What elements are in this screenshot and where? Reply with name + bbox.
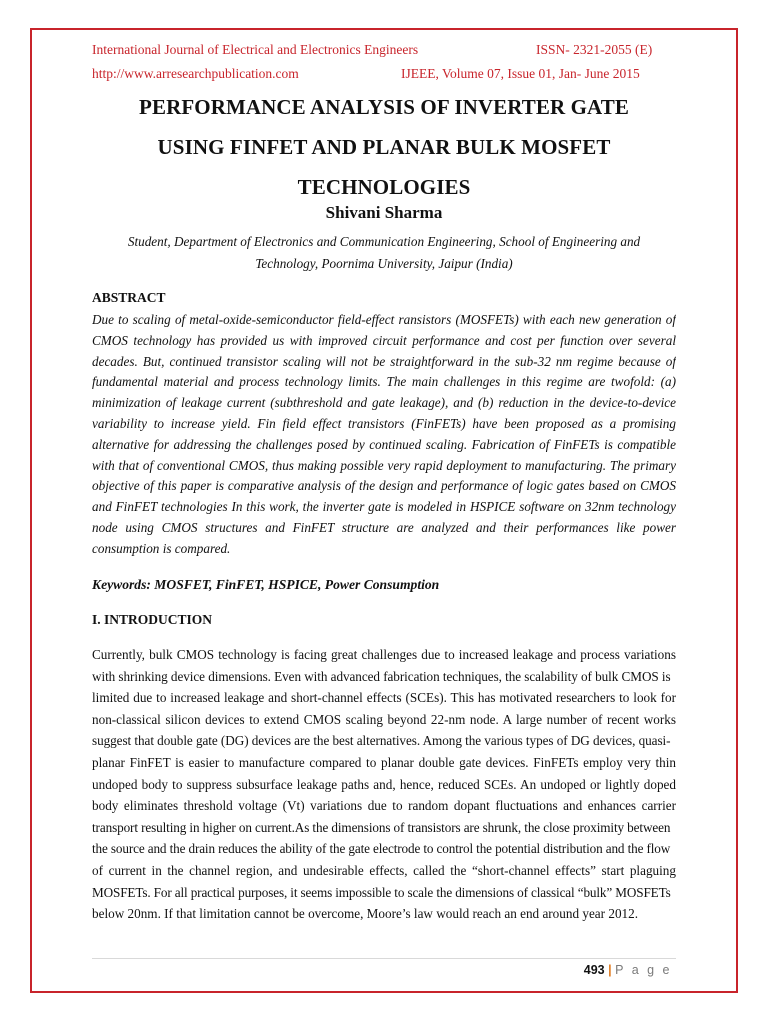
introduction-line: transport resulting in higher on current.As the dimensions of transistors are shrunk, the close proximity between [92, 819, 671, 835]
introduction-line: body eliminates threshold voltage (Vt) variations due to random dopant fluctuations and enhances carrier [92, 798, 676, 814]
introduction-line: of current in the channel region, and undesirable effects, called the “short-channel effects” start plaguing [92, 862, 676, 878]
page-number: 493 [583, 963, 605, 977]
introduction-line: undoped body to suppress subsurface leakage paths and, hence, reduced SCEs. An undoped or lightly doped [92, 776, 676, 792]
affiliation-line: Technology, Poornima University, Jaipur (India) [255, 256, 513, 271]
abstract-line: minimization of leakage current (subthreshold and gate leakage), and (b) reduction in the device-to-device [92, 395, 676, 411]
affiliation-line: Student, Department of Electronics and Communication Engineering, School of Engineering and [127, 234, 641, 249]
keywords: Keywords: MOSFET, FinFET, HSPICE, Power Consumption [92, 577, 440, 592]
paper-title [60, 87, 708, 207]
page-separator: | [608, 963, 612, 977]
introduction-line: suggest that double gate (DG) devices are the best alternatives. Among the various types of DG devices, quasi- [92, 733, 671, 749]
author-affiliation [92, 231, 676, 275]
abstract-line: CMOS technology has provided us with improved circuit performance and cost per function over several [92, 332, 676, 348]
abstract-line: alternative for addressing the challenges posed by continued scaling. Fabrication of FinFETs is compatible [92, 436, 676, 452]
page-label: P a g e [615, 963, 672, 977]
title-line: PERFORMANCE ANALYSIS OF INVERTER GATE [139, 95, 629, 119]
introduction-line: planar FinFET is easier to manufacture compared to planar double gate devices. FinFETs employ very thin [92, 754, 676, 770]
abstract-line: variability to increase yield. Fin field effect transistors (FinFETs) have been proposed as a promising [92, 415, 676, 431]
title-line: TECHNOLOGIES [297, 175, 471, 199]
abstract-line: and FinFET technologies In this work, the inverter gate is modeled in HSPICE software on 32nm technology [92, 499, 676, 515]
introduction-body [92, 644, 676, 925]
abstract-line: Due to scaling of metal-oxide-semiconductor field-effect ransistors (MOSFETs) with each new generation of [92, 312, 676, 327]
introduction-line: Currently, bulk CMOS technology is facing great challenges due to increased leakage and process variations [92, 647, 676, 662]
journal-url[interactable]: http://www.arresearchpublication.com [92, 66, 299, 81]
abstract-heading: ABSTRACT [92, 290, 166, 305]
abstract-body [92, 310, 676, 560]
introduction-line: MOSFETs. For all practical purposes, it seems impossible to scale the dimensions of classical “bulk” MOSFETs [92, 884, 671, 900]
abstract-line: objective of this paper is comparative analysis of the design and performance of logic gates based on CMOS [92, 478, 676, 494]
title-line: USING FINFET AND PLANAR BULK MOSFET [157, 135, 611, 159]
abstract-line: consumption is compared. [92, 540, 231, 556]
abstract-line: decades. But, continued transistor scaling will not be straightforward in the sub-32 nm regime because of [92, 353, 676, 369]
introduction-line: the source and the drain reduces the ability of the gate electrode to control the potential distribution and the flow [92, 841, 671, 857]
abstract-line: with that of conventional CMOS, thus making possible very rapid deployment to manufacturing. The primary [92, 457, 676, 473]
introduction-line: with shrinking device dimensions. Even with advanced fabrication techniques, the scalability of bulk CMOS is [92, 668, 671, 684]
journal-name: International Journal of Electrical and Electronics Engineers [92, 42, 419, 57]
abstract-line: fundamental material and process technology limits. The main challenges in this regime are twofold: (a) [92, 374, 676, 390]
issn: ISSN- 2321-2055 (E) [536, 42, 653, 57]
introduction-line: limited due to increased leakage and short-channel effects (SCEs). This has motivated researchers to look for [92, 690, 676, 706]
introduction-line: below 20nm. If that limitation cannot be overcome, Moore’s law would reach an end around year 2012. [92, 906, 639, 922]
volume-info: IJEEE, Volume 07, Issue 01, Jan- June 2015 [401, 66, 640, 81]
abstract-line: node using CMOS structures and FinFET structure are analyzed and their performances like power [92, 519, 676, 535]
page-footer [584, 963, 672, 977]
footer-divider [92, 958, 676, 959]
introduction-line: non-classical silicon devices to extend CMOS scaling beyond 22-nm node. A large number of recent works [92, 711, 676, 727]
author-name: Shivani Sharma [325, 203, 443, 222]
introduction-heading: I. INTRODUCTION [92, 612, 213, 627]
